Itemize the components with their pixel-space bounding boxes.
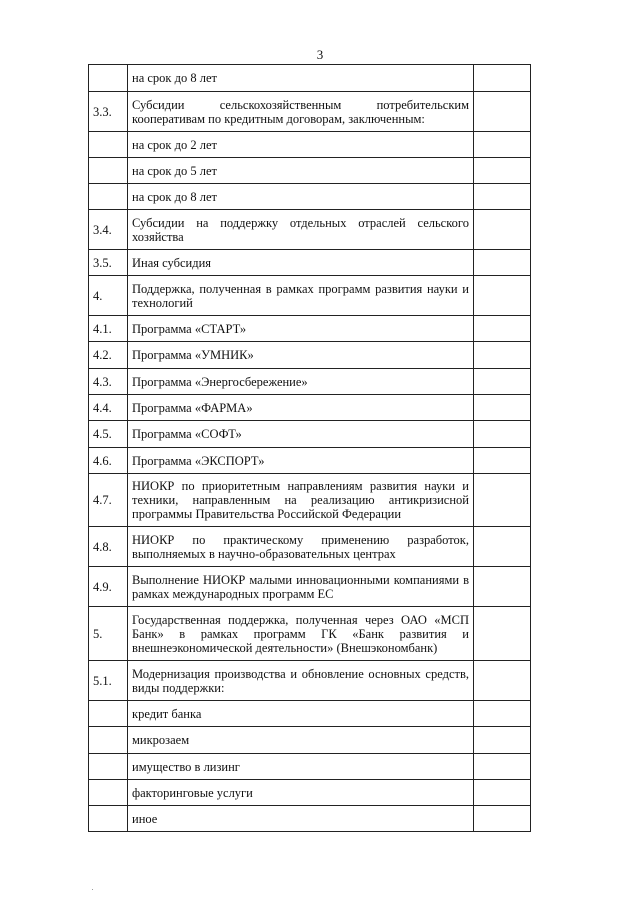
- row-description: Субсидии сельскохозяйственным потребительским кооперативам по кредитным договорам, заключенным:: [132, 97, 469, 126]
- row-number-cell: [89, 448, 128, 474]
- row-description: Программа «Энергосбережение»: [132, 374, 308, 389]
- row-description: на срок до 8 лет: [132, 71, 217, 85]
- row-description: микрозаем: [132, 733, 190, 747]
- row-description-cell: [128, 92, 474, 132]
- row-description-cell: [128, 780, 474, 806]
- row-description: НИОКР по приоритетным направлениям развития науки и техники, направленным на реализацию антикризисной программы Правительства Российской Федерации: [132, 479, 469, 521]
- row-number-cell: [89, 701, 128, 727]
- value-cell[interactable]: [474, 65, 531, 92]
- table-row: [89, 316, 531, 342]
- row-number-cell: [89, 158, 128, 184]
- value-cell[interactable]: [474, 369, 531, 395]
- row-description-cell: [128, 567, 474, 607]
- row-description: Государственная поддержка, полученная через ОАО «МСП Банк» в рамках программ ГК «Банк развития и внешнеэкономической деятельности» (Внешэкономбанк): [132, 612, 469, 655]
- row-description-cell: [128, 65, 474, 92]
- row-description-cell: [128, 210, 474, 250]
- row-description: Программа «СОФТ»: [132, 427, 242, 441]
- row-description-cell: [128, 527, 474, 567]
- row-number: 4.7.: [93, 493, 112, 507]
- row-number-cell: [89, 92, 128, 132]
- row-number-cell: [89, 132, 128, 158]
- row-description-cell: [128, 342, 474, 369]
- row-description-cell: [128, 448, 474, 474]
- table-row: [89, 210, 531, 250]
- row-number: 3.3.: [93, 104, 112, 119]
- row-number-cell: [89, 369, 128, 395]
- row-description: НИОКР по практическому применению разработок, выполняемых в научно-образовательных центрах: [132, 532, 469, 561]
- row-description-cell: [128, 369, 474, 395]
- value-cell[interactable]: [474, 448, 531, 474]
- value-cell[interactable]: [474, 421, 531, 448]
- table-row: [89, 754, 531, 780]
- value-cell[interactable]: [474, 754, 531, 780]
- value-cell[interactable]: [474, 342, 531, 369]
- table-row: [89, 607, 531, 661]
- row-description-cell: [128, 132, 474, 158]
- table-row: [89, 158, 531, 184]
- row-number-cell: [89, 567, 128, 607]
- row-description: Программа «ФАРМА»: [132, 400, 253, 415]
- row-description-cell: [128, 607, 474, 661]
- table-row: [89, 727, 531, 754]
- table-row: [89, 527, 531, 567]
- table-row: [89, 806, 531, 832]
- row-description: имущество в лизинг: [132, 759, 240, 774]
- row-number: 5.: [93, 626, 103, 641]
- value-cell[interactable]: [474, 474, 531, 527]
- table-row: [89, 184, 531, 210]
- row-number-cell: [89, 316, 128, 342]
- table-row: [89, 369, 531, 395]
- value-cell[interactable]: [474, 210, 531, 250]
- row-description-cell: [128, 806, 474, 832]
- page-number: 3: [316, 47, 324, 62]
- value-cell[interactable]: [474, 780, 531, 806]
- row-number-cell: [89, 607, 128, 661]
- value-cell[interactable]: [474, 727, 531, 754]
- row-number: 4.4.: [93, 400, 112, 415]
- row-description-cell: [128, 727, 474, 754]
- row-number: 3.4.: [93, 222, 112, 237]
- scan-artifact: [92, 889, 93, 890]
- value-cell[interactable]: [474, 184, 531, 210]
- table-row: [89, 448, 531, 474]
- row-number: 3.5.: [93, 255, 112, 270]
- row-number-cell: [89, 210, 128, 250]
- row-description-cell: [128, 701, 474, 727]
- value-cell[interactable]: [474, 250, 531, 276]
- row-description-cell: [128, 421, 474, 448]
- row-number-cell: [89, 780, 128, 806]
- row-description: Программа «СТАРТ»: [132, 321, 247, 336]
- row-number-cell: [89, 806, 128, 832]
- row-description: Программа «УМНИК»: [132, 348, 254, 362]
- row-description: на срок до 8 лет: [132, 189, 217, 204]
- row-description: Выполнение НИОКР малыми инновационными компаниями в рамках международных программ ЕС: [132, 572, 469, 601]
- value-cell[interactable]: [474, 567, 531, 607]
- row-number-cell: [89, 527, 128, 567]
- table-row: [89, 661, 531, 701]
- row-number-cell: [89, 342, 128, 369]
- table-row: [89, 65, 531, 92]
- row-number: 4.6.: [93, 453, 112, 468]
- row-description-cell: [128, 395, 474, 421]
- row-number: 5.1.: [93, 673, 112, 688]
- row-number: 4.1.: [93, 321, 112, 336]
- row-number: 4.: [93, 288, 103, 303]
- row-number-cell: [89, 754, 128, 780]
- value-cell[interactable]: [474, 395, 531, 421]
- row-description-cell: [128, 158, 474, 184]
- value-cell[interactable]: [474, 276, 531, 316]
- row-number-cell: [89, 276, 128, 316]
- table-row: [89, 701, 531, 727]
- row-number-cell: [89, 661, 128, 701]
- value-cell[interactable]: [474, 158, 531, 184]
- row-number-cell: [89, 474, 128, 527]
- value-cell[interactable]: [474, 527, 531, 567]
- value-cell[interactable]: [474, 806, 531, 832]
- row-number-cell: [89, 395, 128, 421]
- row-description-cell: [128, 661, 474, 701]
- row-description: Модернизация производства и обновление основных средств, виды поддержки:: [132, 666, 469, 695]
- row-description: Поддержка, полученная в рамках программ развития науки и технологий: [132, 281, 469, 310]
- value-cell[interactable]: [474, 607, 531, 661]
- row-number: 4.9.: [93, 579, 112, 594]
- row-description-cell: [128, 276, 474, 316]
- table-row: [89, 474, 531, 527]
- row-number: 4.2.: [93, 348, 112, 362]
- row-number-cell: [89, 65, 128, 92]
- table-row: [89, 421, 531, 448]
- row-description: кредит банка: [132, 706, 202, 721]
- value-cell[interactable]: [474, 701, 531, 727]
- row-description: на срок до 5 лет: [132, 163, 217, 178]
- row-number-cell: [89, 727, 128, 754]
- row-description: Иная субсидия: [132, 255, 212, 270]
- table-row: [89, 567, 531, 607]
- row-number: 4.5.: [93, 427, 112, 441]
- table-row: [89, 276, 531, 316]
- table-row: [89, 250, 531, 276]
- row-number-cell: [89, 250, 128, 276]
- table-row: [89, 92, 531, 132]
- value-cell[interactable]: [474, 316, 531, 342]
- row-description: Субсидии на поддержку отдельных отраслей сельского хозяйства: [132, 215, 469, 244]
- row-description: факторинговые услуги: [132, 785, 253, 800]
- row-number: 4.8.: [93, 539, 112, 554]
- table-row: [89, 780, 531, 806]
- table-row: [89, 132, 531, 158]
- support-table: [88, 64, 531, 832]
- row-description-cell: [128, 316, 474, 342]
- row-description-cell: [128, 754, 474, 780]
- row-number-cell: [89, 421, 128, 448]
- row-description-cell: [128, 250, 474, 276]
- value-cell[interactable]: [474, 661, 531, 701]
- row-description: иное: [132, 811, 158, 826]
- row-description-cell: [128, 474, 474, 527]
- table-row: [89, 342, 531, 369]
- row-description: Программа «ЭКСПОРТ»: [132, 453, 265, 468]
- value-cell[interactable]: [474, 92, 531, 132]
- table-body: [89, 65, 531, 832]
- row-description-cell: [128, 184, 474, 210]
- row-number-cell: [89, 184, 128, 210]
- row-description: на срок до 2 лет: [132, 137, 217, 152]
- table-row: [89, 395, 531, 421]
- value-cell[interactable]: [474, 132, 531, 158]
- row-number: 4.3.: [93, 374, 112, 389]
